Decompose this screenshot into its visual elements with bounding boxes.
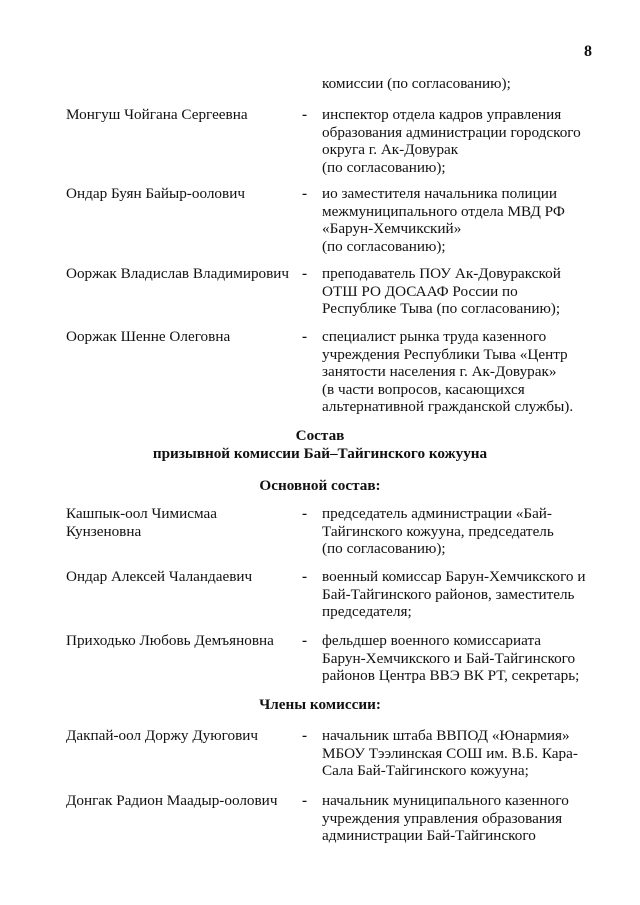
name-line: Монгуш Чойгана Сергеевна: [66, 106, 248, 123]
description-line: председатель администрации «Бай-: [322, 505, 552, 522]
description-line: Республике Тыва (по согласованию);: [322, 300, 561, 318]
description-line: (по согласованию);: [322, 158, 446, 176]
description-line: «Барун-Хемчикский»: [322, 220, 462, 238]
name-line: Дакпай-оол Доржу Дуюгович: [66, 727, 259, 744]
entry-description: [322, 75, 607, 93]
description-line: районов Центра ВВЭ ВК РТ, секретарь;: [322, 667, 580, 685]
name-line: Ондар Алексей Чаландаевич: [66, 568, 253, 585]
description-line: Сала Бай-Тайгинского кожууна;: [322, 762, 529, 780]
name-line: Ондар Буян Байыр-оолович: [66, 185, 245, 202]
dash-separator: -: [302, 106, 308, 123]
dash-separator: -: [302, 568, 308, 585]
name-line: Приходько Любовь Демъяновна: [66, 632, 274, 649]
dash-separator: -: [302, 792, 308, 809]
description-line: Барун-Хемчикского и Бай-Тайгинского: [322, 649, 576, 667]
member-description: [322, 328, 607, 416]
description-line: образования администрации городского: [322, 123, 581, 141]
dash-separator: -: [302, 727, 308, 744]
description-line: начальник муниципального казенного: [322, 792, 569, 809]
name-line: Кашпык-оол Чимисмаа: [66, 505, 217, 522]
description-line: начальник штаба ВВПОД «Юнармия»: [322, 727, 570, 744]
member-description: [322, 185, 607, 255]
commission-members-heading: Члены комиссии:: [259, 696, 381, 713]
description-line: специалист рынка труда казенного: [322, 328, 547, 345]
name-line: Кунзеновна: [66, 522, 142, 540]
member-description: [322, 568, 607, 621]
description-line: (по согласованию);: [322, 237, 446, 255]
member-description: [322, 727, 607, 780]
dash-separator: -: [302, 505, 308, 522]
member-name: [66, 328, 296, 346]
description-line: ио заместителя начальника полиции: [322, 185, 558, 202]
description-line: (по согласованию);: [322, 540, 446, 558]
description-line: округа г. Ак-Довурак: [322, 141, 459, 159]
name-line: Донгак Радион Маадыр-оолович: [66, 792, 278, 809]
description-line: комиссии (по согласованию);: [322, 75, 511, 92]
member-description: [322, 265, 607, 318]
member-name: [66, 632, 296, 650]
description-line: администрации Бай-Тайгинского: [322, 827, 536, 845]
description-line: ОТШ РО ДОСААФ России по: [322, 282, 518, 300]
member-name: [66, 792, 296, 810]
description-line: инспектор отдела кадров управления: [322, 106, 562, 123]
section-subtitle: призывной комиссии Бай–Тайгинского кожууна: [152, 445, 488, 462]
page-number: 8: [584, 43, 592, 60]
description-line: преподаватель ПОУ Ак-Довуракской: [322, 265, 561, 282]
description-line: (в части вопросов, касающихся: [322, 380, 525, 398]
member-name: [66, 505, 296, 540]
section-title: Состав: [295, 427, 345, 444]
member-name: [66, 568, 296, 586]
name-line: Ооржак Владислав Владимирович: [66, 265, 290, 282]
dash-separator: -: [302, 632, 308, 649]
dash-separator: -: [302, 185, 308, 202]
member-description: [322, 792, 607, 845]
description-line: председателя;: [322, 603, 412, 621]
dash-separator: -: [302, 328, 308, 345]
member-description: [322, 505, 607, 558]
description-line: учреждения Республики Тыва «Центр: [322, 345, 568, 363]
name-line: Ооржак Шенне Олеговна: [66, 328, 231, 345]
member-name: [66, 106, 296, 124]
dash-separator: -: [302, 265, 308, 282]
description-line: занятости населения г. Ак-Довурак»: [322, 363, 557, 381]
member-description: [322, 106, 607, 176]
main-composition-heading: Основной состав:: [259, 477, 381, 494]
description-line: учреждения управления образования: [322, 809, 563, 827]
description-line: фельдшер военного комиссариата: [322, 632, 542, 649]
description-line: МБОУ Тээлинская СОШ им. В.Б. Кара-: [322, 744, 578, 762]
description-line: альтернативной гражданской службы).: [322, 398, 574, 416]
member-description: [322, 632, 607, 685]
description-line: Тайгинского кожууна, председатель: [322, 522, 554, 540]
description-line: межмуниципального отдела МВД РФ: [322, 202, 565, 220]
member-name: [66, 265, 296, 283]
member-name: [66, 727, 296, 745]
description-line: военный комиссар Барун-Хемчикского и: [322, 568, 586, 585]
member-name: [66, 185, 296, 203]
description-line: Бай-Тайгинского районов, заместитель: [322, 585, 575, 603]
